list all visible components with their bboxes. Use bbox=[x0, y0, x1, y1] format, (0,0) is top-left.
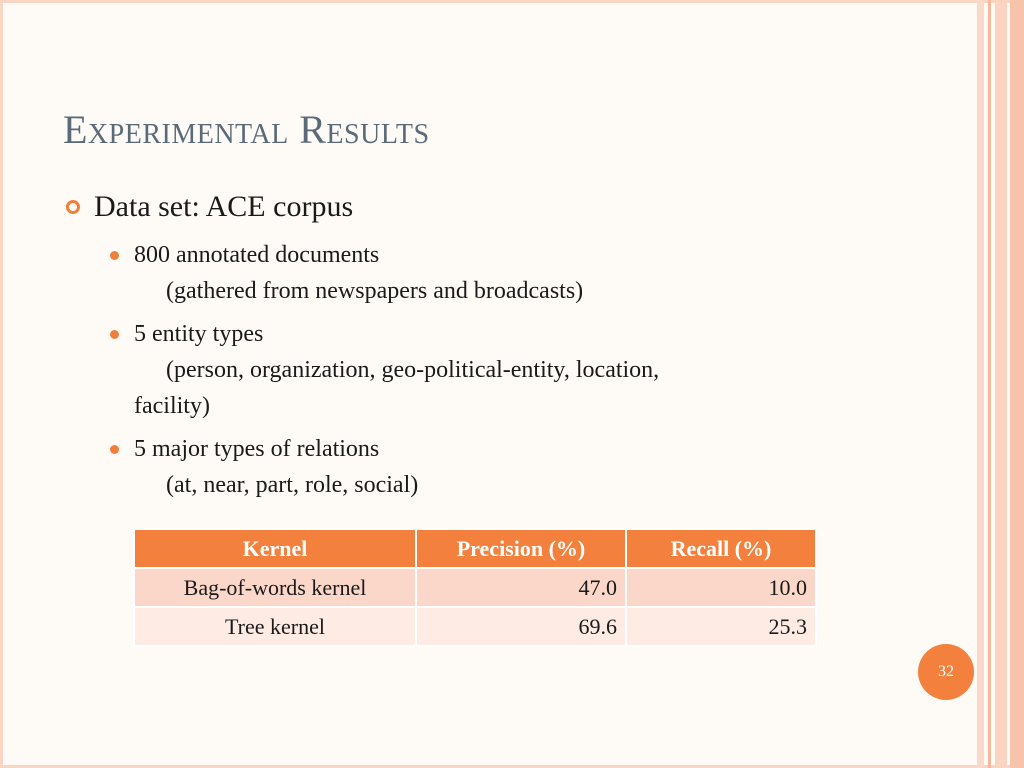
frame-top-border bbox=[0, 0, 1024, 3]
bullet-subline: (gathered from newspapers and broadcasts) bbox=[166, 278, 584, 304]
bullet-subline: (at, near, part, role, social) bbox=[166, 472, 419, 498]
dot-bullet-icon bbox=[110, 445, 119, 454]
frame-left-border bbox=[0, 0, 3, 768]
bullet-level2 bbox=[104, 431, 894, 503]
edge-stripe bbox=[988, 0, 991, 768]
page-number-badge: 32 bbox=[918, 644, 974, 700]
cell-kernel: Bag-of-words kernel bbox=[134, 568, 416, 607]
circle-bullet-icon bbox=[66, 200, 80, 214]
cell-recall: 10.0 bbox=[626, 568, 816, 607]
table-header-row bbox=[134, 529, 816, 568]
bullet-level2 bbox=[104, 237, 894, 309]
bullet-text: Data set: ACE corpus bbox=[94, 190, 354, 223]
cell-precision: 69.6 bbox=[416, 607, 626, 646]
cell-recall: 25.3 bbox=[626, 607, 816, 646]
bullet-subline: (person, organization, geo-political-entity, location, bbox=[166, 357, 660, 383]
dot-bullet-icon bbox=[110, 251, 119, 260]
cell-precision: 47.0 bbox=[416, 568, 626, 607]
column-header-kernel: Kernel bbox=[134, 529, 416, 568]
cell-kernel: Tree kernel bbox=[134, 607, 416, 646]
bullet-level2 bbox=[104, 316, 894, 424]
results-table bbox=[133, 528, 817, 647]
edge-stripe bbox=[977, 0, 984, 768]
column-header-recall: Recall (%) bbox=[626, 529, 816, 568]
edge-stripe bbox=[995, 0, 1007, 768]
bullet-level1 bbox=[64, 187, 894, 227]
bullet-line: 5 major types of relations bbox=[134, 436, 380, 462]
table-row bbox=[134, 568, 816, 607]
dot-bullet-icon bbox=[110, 330, 119, 339]
slide-title: Experimental Results bbox=[63, 107, 430, 152]
table-row bbox=[134, 607, 816, 646]
column-header-precision: Precision (%) bbox=[416, 529, 626, 568]
bullet-subline-wrap: facility) bbox=[134, 393, 210, 419]
bullet-line: 800 annotated documents bbox=[134, 242, 380, 268]
edge-stripe bbox=[1010, 0, 1024, 768]
bullet-line: 5 entity types bbox=[134, 321, 264, 347]
bullet-list bbox=[64, 187, 894, 510]
